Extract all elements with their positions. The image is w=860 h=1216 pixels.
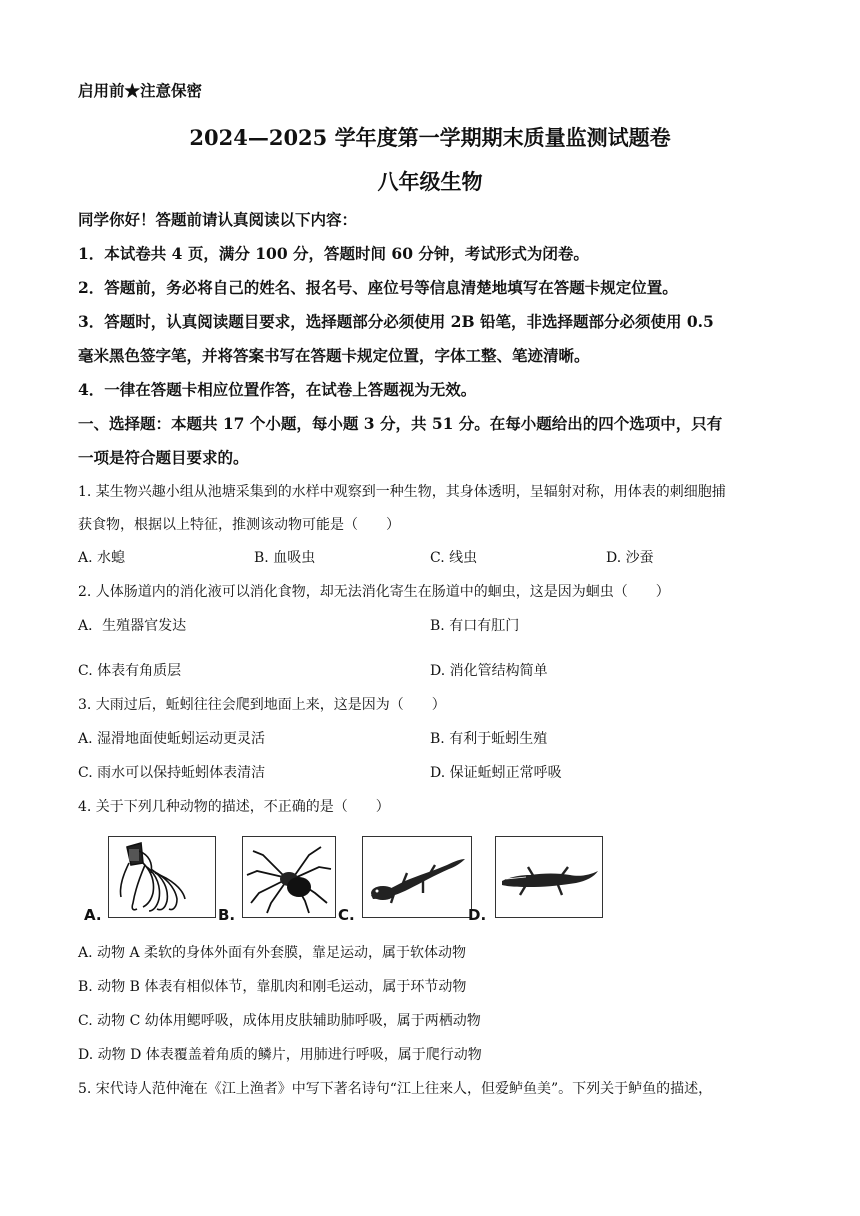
question-2-option-c: C. 体表有角质层 — [78, 663, 182, 679]
figure-label-c: C. — [338, 906, 355, 924]
question-3-option-d: D. 保证蚯蚓正常呼吸 — [430, 765, 562, 781]
question-1-option-d: D. 沙蚕 — [606, 550, 654, 566]
exam-subtitle: 八年级生物 — [377, 169, 483, 194]
question-3-option-c: C. 雨水可以保持蚯蚓体表清洁 — [78, 765, 266, 781]
figure-label-d: D. — [468, 906, 487, 924]
salamander-icon — [363, 837, 471, 917]
squid-icon — [109, 837, 215, 917]
question-2-option-a: A．生殖器官发达 — [78, 618, 187, 634]
crocodile-icon — [496, 837, 602, 917]
salamander-figure — [362, 836, 472, 918]
instruction-item-1: 1．本试卷共 4 页，满分 100 分，答题时间 60 分钟，考试形式为闭卷。 — [78, 244, 589, 263]
question-1-stem-line-1: 1. 某生物兴趣小组从池塘采集到的水样中观察到一种生物，其身体透明，呈辐射对称，用体表的刺细胞捕 — [78, 484, 726, 500]
question-2-stem: 2. 人体肠道内的消化液可以消化食物，却无法消化寄生在肠道中的蛔虫，这是因为蛔虫（ ） — [78, 584, 670, 600]
figure-label-a: A. — [84, 906, 102, 924]
question-2-option-d: D. 消化管结构简单 — [430, 663, 548, 679]
section-1-heading-line-1: 一、选择题：本题共 17 个小题，每小题 3 分，共 51 分。在每小题给出的四个选项中，只有 — [78, 414, 723, 433]
question-4-option-a: A. 动物 A 柔软的身体外面有外套膜，靠足运动，属于软体动物 — [78, 945, 467, 961]
spider-icon — [243, 837, 335, 917]
confidential-label: 启用前★注意保密 — [78, 81, 203, 100]
instruction-item-3-line-2: 毫米黑色签字笔，并将答案书写在答题卡规定位置，字体工整、笔迹清晰。 — [78, 346, 590, 365]
question-1-stem-line-2: 获食物，根据以上特征，推测该动物可能是（ ） — [78, 517, 400, 533]
squid-figure — [108, 836, 216, 918]
question-5-stem: 5. 宋代诗人范仲淹在《江上渔者》中写下著名诗句“江上往来人，但爱鲈鱼美”。下列关于鲈鱼的描述， — [78, 1081, 713, 1097]
question-4-option-c: C. 动物 C 幼体用鳃呼吸，成体用皮肤辅助肺呼吸，属于两栖动物 — [78, 1013, 481, 1029]
question-3-stem: 3. 大雨过后，蚯蚓往往会爬到地面上来，这是因为（ ） — [78, 697, 446, 713]
question-4-option-b: B. 动物 B 体表有相似体节，靠肌肉和刚毛运动，属于环节动物 — [78, 979, 467, 995]
question-1-option-b: B. 血吸虫 — [254, 550, 316, 566]
question-4-option-d: D. 动物 D 体表覆盖着角质的鳞片，用肺进行呼吸，属于爬行动物 — [78, 1047, 482, 1063]
instruction-item-4: 4．一律在答题卡相应位置作答，在试卷上答题视为无效。 — [78, 380, 477, 399]
question-1-option-c: C. 线虫 — [430, 550, 478, 566]
instruction-item-3-line-1: 3．答题时，认真阅读题目要求，选择题部分必须使用 2B 铅笔，非选择题部分必须使用 0.5 — [78, 312, 714, 331]
spider-figure — [242, 836, 336, 918]
question-2-option-b: B. 有口有肛门 — [430, 618, 520, 634]
question-1-option-a: A. 水螅 — [78, 550, 126, 566]
figure-label-b: B. — [218, 906, 236, 924]
question-3-option-b: B. 有利于蚯蚓生殖 — [430, 731, 548, 747]
instructions-intro: 同学你好！答题前请认真阅读以下内容： — [78, 210, 358, 229]
exam-title: 2024—2025 学年度第一学期期末质量监测试题卷 — [189, 125, 671, 150]
question-3-option-a: A. 湿滑地面使蚯蚓运动更灵活 — [78, 731, 266, 747]
crocodile-figure — [495, 836, 603, 918]
instruction-item-2: 2．答题前，务必将自己的姓名、报名号、座位号等信息清楚地填写在答题卡规定位置。 — [78, 278, 678, 297]
question-4-stem: 4. 关于下列几种动物的描述，不正确的是（ ） — [78, 799, 390, 815]
section-1-heading-line-2: 一项是符合题目要求的。 — [78, 448, 249, 467]
